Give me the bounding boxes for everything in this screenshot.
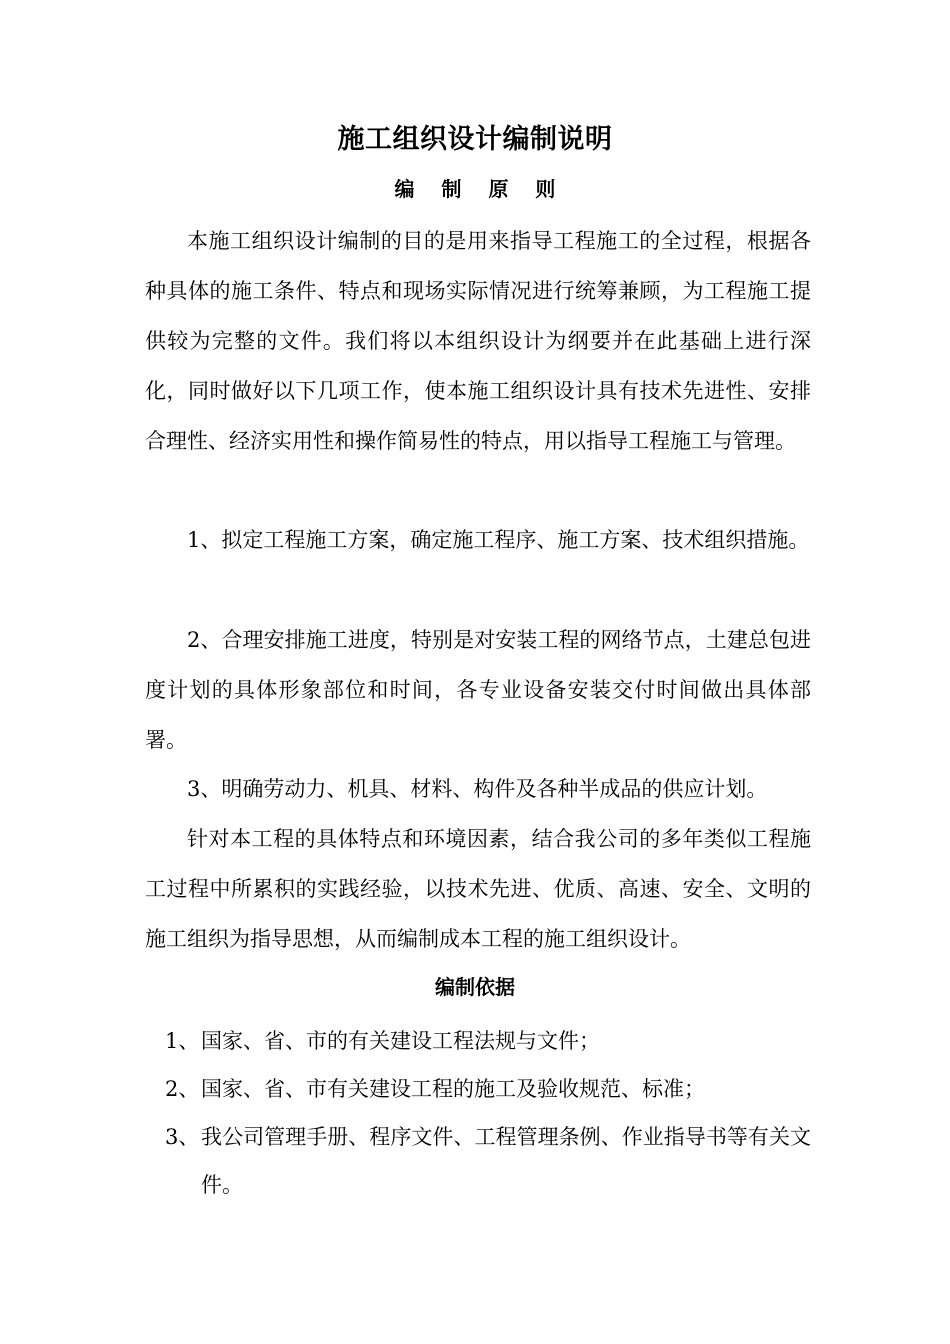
list-item-text: 国家、省、市的有关建设工程法规与文件； (201, 1029, 600, 1053)
paragraph-item-2: 2、合理安排施工进度，特别是对安装工程的网络节点，土建总包进度计划的具体形象部位和时间，各专业设备安装交付时间做出具体部署。 (145, 628, 811, 752)
paragraph-item-1: 1、拟定工程施工方案，确定施工程序、施工方案、技术组织措施。 (187, 528, 810, 552)
list-item-text: 国家、省、市有关建设工程的施工及验收规范、标准； (201, 1077, 705, 1101)
basis-list (165, 1017, 811, 1209)
list-item-text: 我公司管理手册、程序文件、工程管理条例、作业指导书等有关文件。 (201, 1125, 811, 1197)
paragraph-item-3: 3、明确劳动力、机具、材料、构件及各种半成品的供应计划。 (187, 777, 768, 801)
document-title: 施工组织设计编制说明 (337, 124, 613, 155)
section-heading-basis: 编制依据 (435, 975, 515, 999)
list-item-number: 1、 (165, 1029, 200, 1053)
list-item (165, 1065, 811, 1113)
paragraph-guiding-idea: 针对本工程的具体特点和环境因素，结合我公司的多年类似工程施工过程中所累积的实践经验，以技术先进、优质、高速、安全、文明的施工组织为指导思想，从而编制成本工程的施工组织设计。 (145, 827, 811, 951)
list-item (165, 1017, 811, 1065)
list-item-number: 3、 (165, 1125, 200, 1149)
paragraph-purpose: 本施工组织设计编制的目的是用来指导工程施工的全过程，根据各种具体的施工条件、特点和现场实际情况进行统筹兼顾，为工程施工提供较为完整的文件。我们将以本组织设计为纲要并在此基础上进行深化，同时做好以下几项工作，使本施工组织设计具有技术先进性、安排合理性、经济实用性和操作简易性的特点，用以指导工程施工与管理。 (145, 229, 811, 453)
list-item (165, 1113, 811, 1209)
list-item-number: 2、 (165, 1077, 200, 1101)
section-heading-principles: 编 制 原 则 (394, 177, 566, 201)
